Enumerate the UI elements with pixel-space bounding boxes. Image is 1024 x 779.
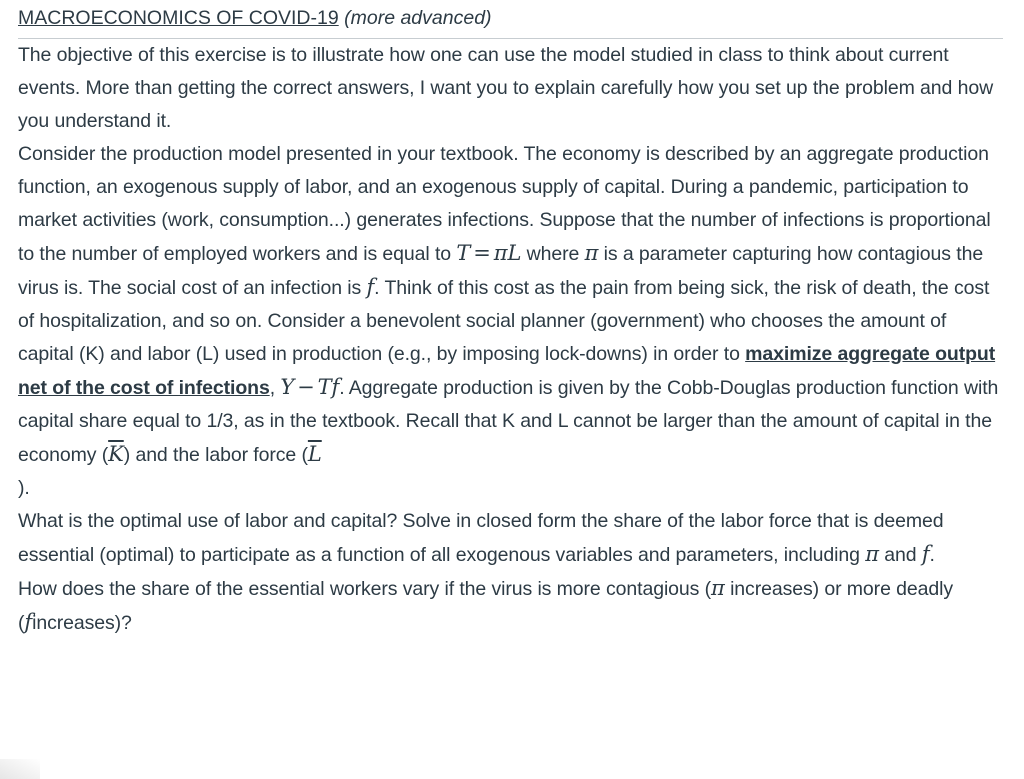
math-Y: Y <box>280 375 295 399</box>
question-2-paragraph <box>18 572 1003 640</box>
math-K-bar: $\overline{K}$ <box>108 442 124 466</box>
math-f: f <box>366 275 375 299</box>
document-body <box>18 0 1003 640</box>
question-2-text-1: How does the share of the essential workers vary if the virus is more contagious ( <box>18 578 712 600</box>
math-minus: − <box>297 375 315 399</box>
math-piL: πL <box>493 241 522 265</box>
math-f: f <box>921 542 930 566</box>
math-pi: π <box>711 576 725 600</box>
setup-text-2: where <box>526 243 580 265</box>
setup-text-5: , <box>269 377 276 399</box>
question-1-text-1: What is the optimal use of labor and capital? Solve in closed form the share of the labor force that is deemed essential (optimal) to participate as a function of all exogenous variables and parameters, including <box>18 510 944 566</box>
math-T: T <box>456 241 471 265</box>
math-L-bar: $\overline{L}$ <box>307 442 322 466</box>
setup-paragraph <box>18 138 1003 505</box>
setup-text-6: . Aggregate production is given by the Cobb-Douglas production function with capital share equal to 1/3, as in the textbook. Recall that K and L cannot be larger than the amount of capital in the economy ( <box>18 377 999 466</box>
math-f: f <box>24 610 33 634</box>
math-pi: π <box>865 542 879 566</box>
setup-text-4: . Think of this cost as the pain from being sick, the risk of death, the cost of hospitalization, and so on. Consider a benevolent social planner (government) who chooses the amount of capital (K) and labor (L) used in production (e.g., by imposing lock-downs) in order to <box>18 277 990 365</box>
setup-text-1: Consider the production model presented in your textbook. The economy is described by an aggregate production function, an exogenous supply of labor, and an exogenous supply of capital. During a pandemic, participation to market activities (work, consumption...) generates infections. Suppose that the number of infections is proportional to the number of employed workers and is equal to <box>18 143 991 265</box>
intro-paragraph: The objective of this exercise is to illustrate how one can use the model studied in class to think about current events. More than getting the correct answers, I want you to explain carefully how you set up the problem and how you understand it. <box>18 44 994 132</box>
objective-link[interactable]: maximize aggregate output net of the cost of infections <box>18 343 996 399</box>
question-1-text-2: and <box>884 544 917 566</box>
setup-text-3: is a parameter capturing how contagious the virus is. The social cost of an infection is <box>18 243 984 299</box>
math-Tf: Tf <box>317 375 340 399</box>
question-1-paragraph <box>18 505 1003 572</box>
math-equals: = <box>473 241 491 265</box>
question-1-text-3: . <box>929 544 935 566</box>
math-pi: π <box>584 241 599 265</box>
title-subtitle: (more advanced) <box>344 7 492 29</box>
page-title <box>18 6 1003 30</box>
title-main: MACROECONOMICS OF COVID-19 <box>18 7 339 29</box>
question-2-text-3: increases)? <box>32 612 132 634</box>
setup-text-8: ). <box>18 477 30 499</box>
question-2-text-2: increases) or more deadly ( <box>18 578 953 634</box>
setup-text-7: ) and the labor force ( <box>123 444 308 466</box>
corner-shadow <box>0 759 40 779</box>
